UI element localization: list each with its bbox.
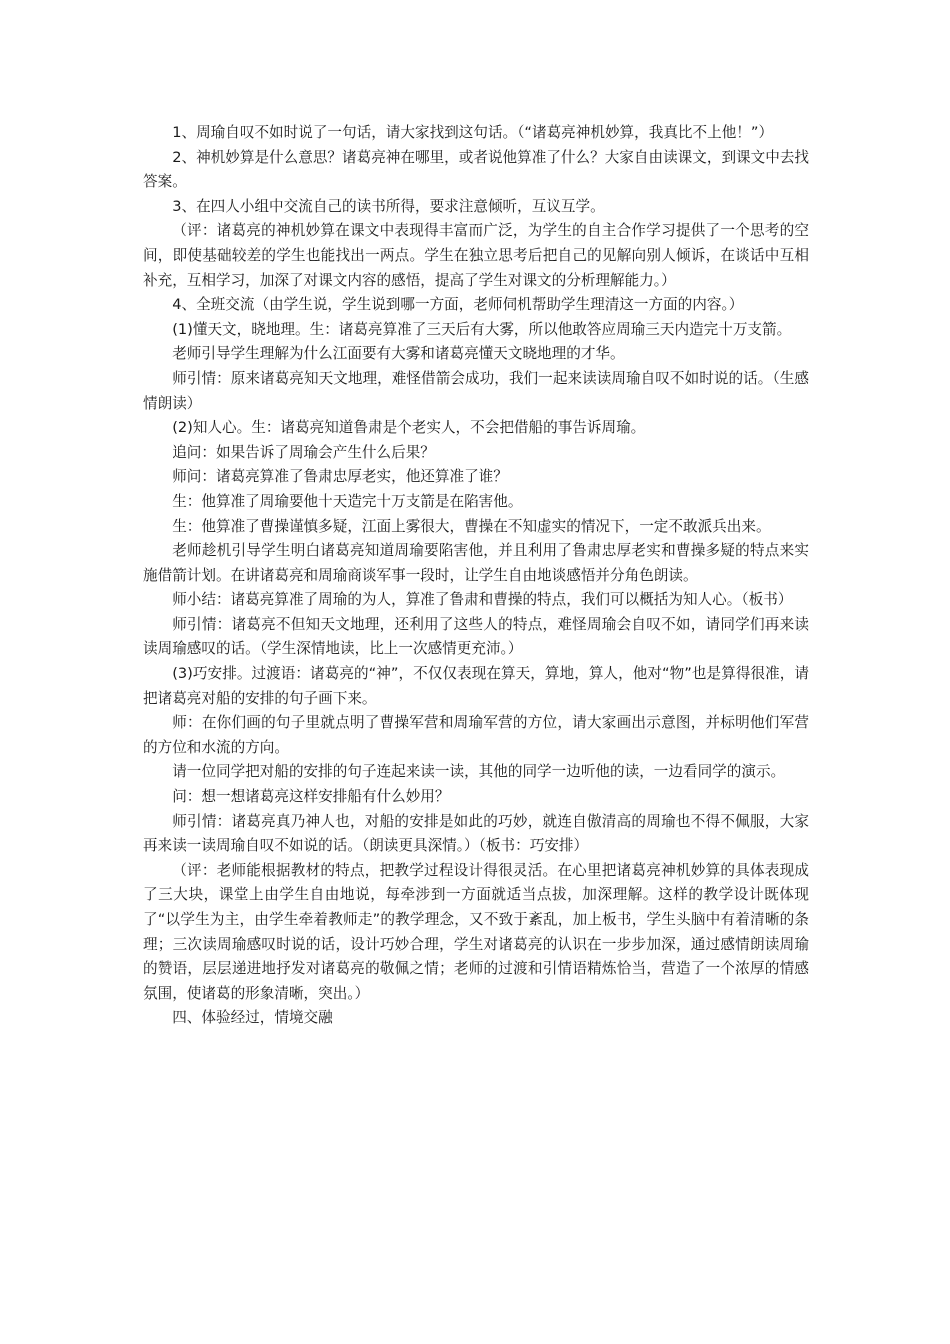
paragraph-teacher-guide: 老师引导学生理解为什么江面要有大雾和诸葛亮懂天文晓地理的才华。 [172, 345, 625, 363]
paragraph-teacher-lead-1: 师引情：原来诸葛亮知天文地理，难怪借箭会成功，我们一起来读读周瑜自叹不如时说的话。（生感情朗读） [143, 369, 809, 412]
paragraph-teacher-lead-3: 师引情：诸葛亮真乃神人也，对船的安排是如此的巧妙，就连自傲清高的周瑜也不得不佩服，大家再来读一读周瑜自叹不如说的话。（朗读更具深情。）（板书：巧安排） [143, 812, 809, 855]
paragraph-teacher-lead-2: 师引情：诸葛亮不但知天文地理，还利用了这些人的特点，难怪周瑜会自叹不如，请同学们再来读读周瑜感叹的话。（学生深情地读，比上一次感情更充沛。） [143, 615, 809, 658]
paragraph-question-think: 问：想一想诸葛亮这样安排船有什么妙用？ [172, 788, 450, 806]
paragraph-comment-2: （评：老师能根据教材的特点，把教学过程设计得很灵活。在心里把诸葛亮神机妙算的具体表现成了三大块，课堂上由学生自由地说，每牵涉到一方面就适当点拔，加深理解。这样的教学设计既体现了“以学生为主，由学生牵着教师走”的教学理念，又不致于紊乱，加上板书，学生头脑中有着清晰的条理；三次读周瑜感叹时说的话，设计巧妙合理，学生对诸葛亮的认识在一步步加深，通过感情朗读周瑜的赞语，层层递进地抒发对诸葛亮的敬佩之情；老师的过渡和引情语精炼恰当，营造了一个浓厚的情感氛围，使诸葛的形象清晰，突出。） [143, 861, 809, 1002]
paragraph-reading-task: 请一位同学把对船的安排的句子连起来读一读，其他的同学一边听他的读，一边看同学的演示。 [172, 763, 786, 781]
paragraph-point-1: (1)懂天文，晓地理。生：诸葛亮算准了三天后有大雾，所以他敢答应周瑜三天内造完十万支箭。 [172, 320, 792, 338]
paragraph-teacher-summary: 师小结：诸葛亮算准了周瑜的为人，算准了鲁肃和曹操的特点，我们可以概括为知人心。（板书） [172, 591, 793, 609]
paragraph-follow-up: 追问：如果告诉了周瑜会产生什么后果？ [172, 443, 435, 461]
paragraph-comment-1: （评：诸葛亮的神机妙算在课文中表现得丰富而广泛，为学生的自主合作学习提供了一个思考的空间，即使基础较差的学生也能找出一两点。学生在独立思考后把自己的见解向别人倾诉，在谈话中互相补充，互相学习，加深了对课文内容的感悟，提高了学生对课文的分析理解能力。） [143, 222, 809, 289]
paragraph-teacher-question: 师问：诸葛亮算准了鲁肃忠厚老实，他还算准了谁？ [172, 468, 508, 486]
paragraph-question-2: 2、神机妙算是什么意思？诸葛亮神在哪里，或者说他算准了什么？大家自由读课文，到课文中去找答案。 [143, 148, 810, 191]
paragraph-question-4: 4、全班交流（由学生说，学生说到哪一方面，老师伺机帮助学生理清这一方面的内容。） [172, 296, 744, 314]
paragraph-point-3: (3)巧安排。过渡语：诸葛亮的“神”，不仅仅表现在算天，算地，算人，他对“物”也是算得很准，请把诸葛亮对船的安排的句子画下来。 [143, 665, 809, 707]
document-page [143, 121, 809, 1031]
paragraph-student-answer-1: 生：他算准了周瑜要他十天造完十万支箭是在陷害他。 [172, 492, 523, 510]
paragraph-question-3: 3、在四人小组中交流自己的读书所得，要求注意倾听，互议互学。 [172, 197, 605, 215]
paragraph-teacher-guide-2: 老师趁机引导学生明白诸葛亮知道周瑜要陷害他，并且利用了鲁肃忠厚老实和曹操多疑的特点来实施借箭计划。在讲诸葛亮和周瑜商谈军事一段时，让学生自由地谈感悟并分角色朗读。 [143, 542, 809, 584]
paragraph-point-2: (2)知人心。生：诸葛亮知道鲁肃是个老实人，不会把借船的事告诉周瑜。 [172, 419, 646, 437]
paragraph-question-1: 1、周瑜自叹不如时说了一句话，请大家找到这句话。（“诸葛亮神机妙算，我真比不上他！”） [172, 124, 774, 141]
paragraph-teacher-instruction: 师：在你们画的句子里就点明了曹操军营和周瑜军营的方位，请大家画出示意图，并标明他们军营的方位和水流的方向。 [143, 714, 809, 756]
paragraph-student-answer-2: 生：他算准了曹操谨慎多疑，江面上雾很大，曹操在不知虚实的情况下，一定不敢派兵出来。 [172, 517, 771, 535]
section-heading-4: 四、体验经过，情境交融 [172, 1009, 333, 1027]
